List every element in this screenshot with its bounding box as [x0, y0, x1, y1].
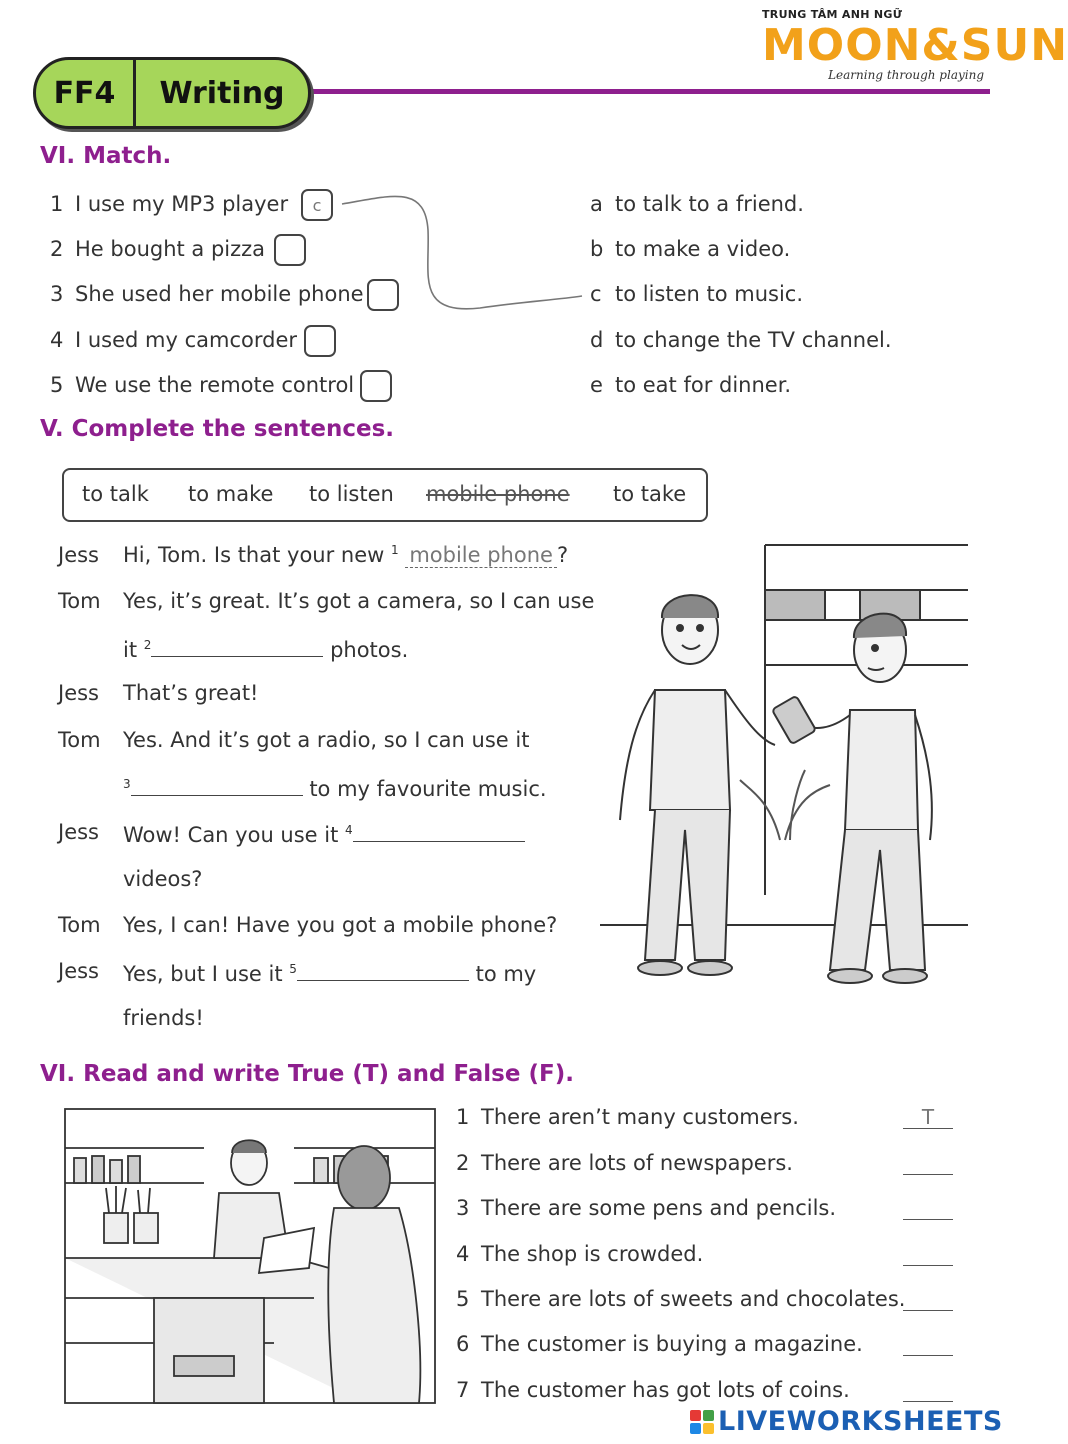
match-connector-line [330, 190, 590, 320]
dialogue-line-1: Hi, Tom. Is that your new $^1$ mobile phone ? [123, 543, 569, 567]
dialogue-line-5: Yes. And it’s got a radio, so I can use it [123, 728, 530, 752]
tf-item-1: 1 There aren’t many customers. [456, 1105, 799, 1129]
tf-item-4: 4 The shop is crowded. [456, 1242, 704, 1266]
dialogue-line-3: it $^2$ photos. [123, 635, 408, 662]
dialogue-line-7: Wow! Can you use it $^4$ [123, 820, 525, 847]
dialogue-line-6: $^3$ to my favourite music. [123, 774, 547, 801]
match-left-2: 2 He bought a pizza [50, 237, 266, 261]
tf-answer-6[interactable] [903, 1332, 953, 1356]
match-right-b: b to make a video. [590, 237, 791, 261]
match-left-3: 3 She used her mobile phone [50, 282, 364, 306]
match-answer-box-4[interactable] [304, 325, 336, 357]
blank-2[interactable] [151, 635, 323, 657]
tf-answer-3[interactable] [903, 1196, 953, 1220]
complete-title: V. Complete the sentences. [40, 416, 395, 442]
blank-3[interactable] [131, 774, 303, 796]
match-right-a: a to talk to a friend. [590, 192, 804, 216]
liveworksheets-logo-icon [690, 1410, 714, 1434]
match-answer-box-5[interactable] [360, 370, 392, 402]
match-answer-box-2[interactable] [274, 234, 306, 266]
match-title: VI. Match. [40, 143, 172, 169]
speaker: Jess [58, 959, 99, 983]
tf-item-2: 2 There are lots of newspapers. [456, 1151, 793, 1175]
logo-brand: MOON&SUN [762, 20, 1068, 71]
blank-1-answer[interactable]: mobile phone [405, 543, 557, 568]
dialogue-line-8: videos? [123, 867, 203, 891]
word-bank-item: to talk [82, 482, 149, 506]
tf-answer-4[interactable] [903, 1242, 953, 1266]
tf-answer-7[interactable] [903, 1378, 953, 1402]
match-right-c: c to listen to music. [590, 282, 804, 306]
match-left-1: 1 I use my MP3 player [50, 192, 289, 216]
word-bank-item: to listen [309, 482, 394, 506]
tf-item-7: 7 The customer has got lots of coins. [456, 1378, 850, 1402]
liveworksheets-watermark [690, 1404, 1003, 1440]
word-bank-item: to make [188, 482, 274, 506]
speaker: Tom [58, 913, 101, 937]
dialogue-line-9: Yes, I can! Have you got a mobile phone? [123, 913, 558, 937]
speaker: Jess [58, 543, 99, 567]
match-left-5: 5 We use the remote control [50, 373, 355, 397]
tf-item-6: 6 The customer is buying a magazine. [456, 1332, 863, 1356]
match-right-e: e to eat for dinner. [590, 373, 792, 397]
tf-item-5: 5 There are lots of sweets and chocolates. [456, 1287, 906, 1311]
dialogue-line-11: friends! [123, 1006, 204, 1030]
match-left-4: 4 I used my camcorder [50, 328, 298, 352]
unit-title: Writing [159, 75, 285, 111]
dialogue-line-4: That’s great! [123, 681, 259, 705]
liveworksheets-text: LIVEWORKSHEETS [718, 1406, 1003, 1437]
logo-tagline: Learning through playing [828, 68, 984, 82]
truefalse-title: VI. Read and write True (T) and False (F). [40, 1061, 574, 1087]
header-rule [300, 89, 990, 94]
logo [758, 6, 1068, 86]
unit-badge [33, 57, 311, 129]
tf-answer-1[interactable]: T [903, 1105, 953, 1129]
unit-code: FF4 [36, 60, 136, 126]
speaker: Jess [58, 820, 99, 844]
tf-answer-5[interactable] [903, 1287, 953, 1311]
tf-item-3: 3 There are some pens and pencils. [456, 1196, 837, 1220]
speaker: Jess [58, 681, 99, 705]
word-bank [62, 468, 708, 522]
boys-with-phone-illustration [600, 540, 972, 985]
shop-illustration [64, 1108, 436, 1404]
match-answer-box-1[interactable]: c [301, 189, 333, 221]
logo-top-text: TRUNG TÂM ANH NGỮ [762, 8, 903, 21]
blank-5[interactable] [297, 959, 469, 981]
tf-answer-2[interactable] [903, 1151, 953, 1175]
dialogue-line-2: Yes, it’s great. It’s got a camera, so I can use [123, 589, 595, 613]
speaker: Tom [58, 589, 101, 613]
word-bank-item-used: mobile phone [426, 482, 570, 506]
blank-4[interactable] [353, 820, 525, 842]
match-right-d: d to change the TV channel. [590, 328, 892, 352]
dialogue-line-10: Yes, but I use it $^5$ to my [123, 959, 536, 986]
word-bank-item: to take [613, 482, 687, 506]
speaker: Tom [58, 728, 101, 752]
